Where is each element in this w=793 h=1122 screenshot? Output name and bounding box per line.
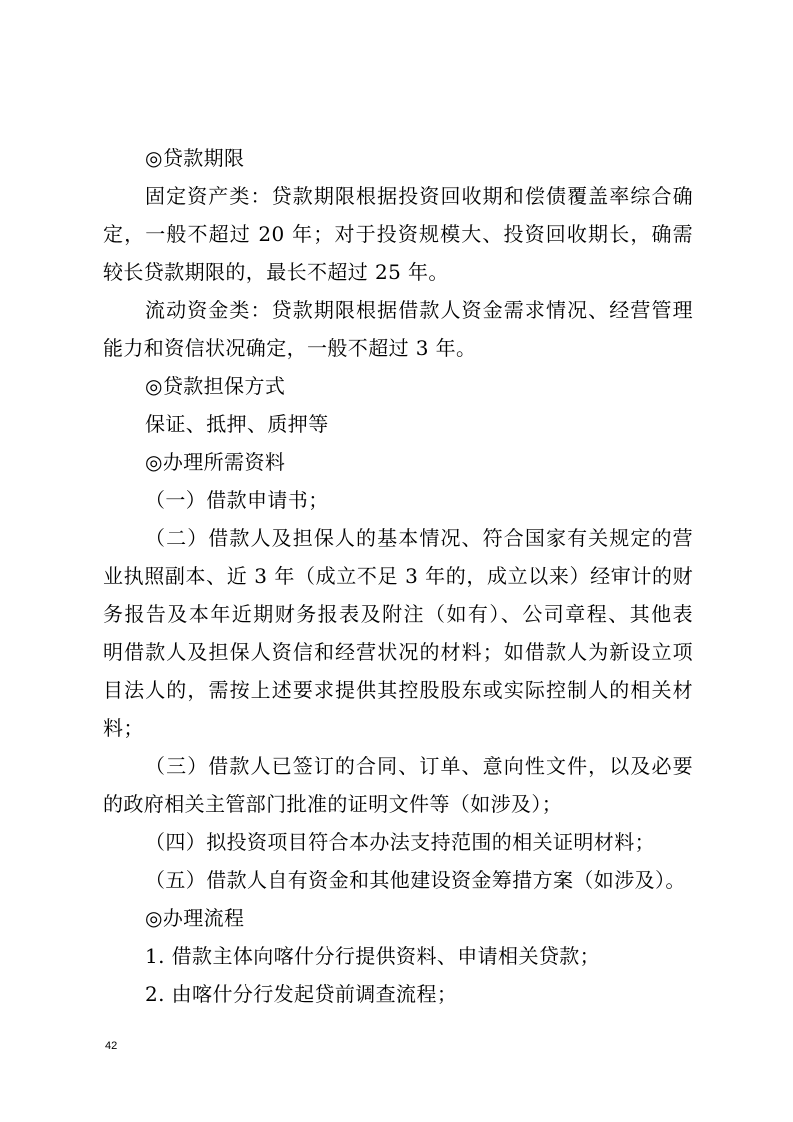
fixed-asset-line-2: 定，一般不超过 20 年；对于投资规模大、投资回收期长，确需 bbox=[103, 222, 693, 246]
materials-item-2-line-4: 明借款人及担保人资信和经营状况的材料；如借款人为新设立项 bbox=[103, 640, 693, 664]
loan-term-heading: ◎贷款期限 bbox=[145, 146, 245, 170]
materials-item-3-line-2: 的政府相关主管部门批准的证明文件等（如涉及）； bbox=[103, 792, 563, 816]
materials-item-1: （一）借款申请书； bbox=[145, 488, 329, 512]
working-capital-line-2: 能力和资信状况确定，一般不超过 3 年。 bbox=[103, 336, 477, 360]
process-step-1: 1. 借款主体向喀什分行提供资料、申请相关贷款； bbox=[145, 944, 601, 968]
materials-heading: ◎办理所需资料 bbox=[145, 450, 286, 474]
materials-item-2-line-6: 料； bbox=[103, 716, 144, 740]
materials-item-2-line-5: 目法人的，需按上述要求提供其控股股东或实际控制人的相关材 bbox=[103, 678, 693, 702]
working-capital-line-1: 流动资金类：贷款期限根据借款人资金需求情况、经营管理 bbox=[145, 298, 693, 322]
guarantee-heading: ◎贷款担保方式 bbox=[145, 374, 286, 398]
materials-item-2-line-2: 业执照副本、近 3 年（成立不足 3 年的，成立以来）经审计的财 bbox=[103, 564, 693, 588]
guarantee-text: 保证、抵押、质押等 bbox=[145, 412, 329, 436]
materials-item-3-line-1: （三）借款人已签订的合同、订单、意向性文件，以及必要 bbox=[145, 754, 693, 778]
process-heading: ◎办理流程 bbox=[145, 906, 245, 930]
fixed-asset-line-3: 较长贷款期限的，最长不超过 25 年。 bbox=[103, 260, 449, 284]
page-number: 42 bbox=[105, 1040, 118, 1052]
materials-item-2-line-3: 务报告及本年近期财务报表及附注（如有）、公司章程、其他表 bbox=[103, 602, 693, 626]
materials-item-4: （四）拟投资项目符合本办法支持范围的相关证明材料； bbox=[145, 830, 655, 854]
process-step-2: 2. 由喀什分行发起贷前调查流程； bbox=[145, 982, 458, 1006]
materials-item-2-line-1: （二）借款人及担保人的基本情况、符合国家有关规定的营 bbox=[145, 526, 693, 550]
fixed-asset-line-1: 固定资产类：贷款期限根据投资回收期和偿债覆盖率综合确 bbox=[145, 184, 693, 208]
materials-item-5: （五）借款人自有资金和其他建设资金筹措方案（如涉及）。 bbox=[145, 868, 686, 892]
